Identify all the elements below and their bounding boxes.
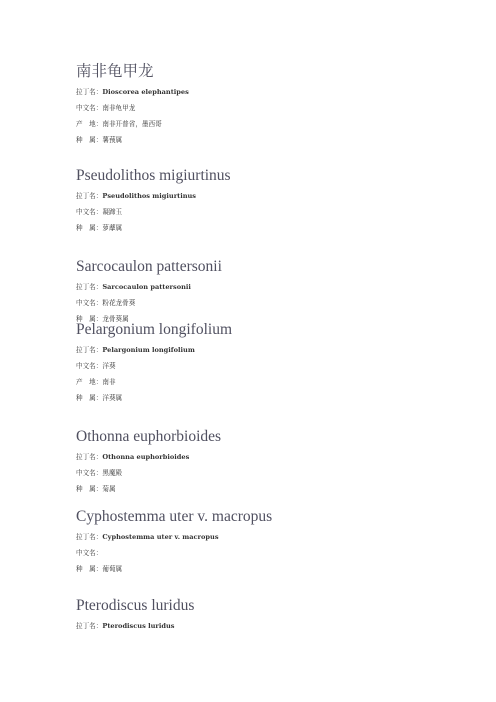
field-label: 拉丁名： [76, 533, 103, 541]
field-genus [76, 481, 476, 497]
field-value: 洋葵属 [102, 394, 123, 402]
field-label: 拉丁名： [76, 453, 103, 461]
field-value: Pterodiscus luridus [102, 622, 175, 630]
plant-entry [76, 508, 476, 577]
field-value: 南非龟甲龙 [102, 104, 136, 112]
field-chinese-name [76, 204, 476, 220]
plant-entry [76, 428, 476, 497]
field-value: 南非开普省，墨西哥 [102, 120, 162, 128]
entry-title: Pseudolithos migiurtinus [76, 167, 231, 184]
plant-entry [76, 63, 476, 148]
field-value: 凝蹄玉 [102, 208, 123, 216]
field-label: 种 属： [76, 565, 103, 573]
field-label: 中文名： [76, 208, 103, 216]
field-label: 拉丁名： [76, 346, 103, 354]
entry-title: Pterodiscus luridus [76, 597, 195, 614]
field-label: 种 属： [76, 394, 103, 402]
field-value: 萝藦属 [102, 224, 123, 232]
field-value: 菊属 [102, 485, 116, 493]
field-value: 龙骨葵属 [102, 315, 129, 323]
field-genus [76, 561, 476, 577]
field-value: Sarcocaulon pattersonii [102, 283, 191, 291]
field-value: 粉花龙骨葵 [102, 299, 136, 307]
field-label: 中文名： [76, 549, 103, 557]
field-value: Pelargonium longifolium [102, 346, 195, 354]
field-latin-name [76, 188, 476, 204]
field-latin-name [76, 618, 476, 634]
field-origin [76, 116, 476, 132]
field-label: 中文名： [76, 299, 103, 307]
field-genus [76, 390, 476, 406]
field-label: 产 地： [76, 378, 103, 386]
field-latin-name [76, 342, 476, 358]
field-chinese-name [76, 295, 476, 311]
entry-title: Sarcocaulon pattersonii [76, 258, 222, 275]
field-label: 种 属： [76, 485, 103, 493]
field-origin [76, 374, 476, 390]
plant-entry [76, 321, 476, 406]
field-latin-name [76, 529, 476, 545]
entry-title: Cyphostemma uter v. macropus [76, 508, 273, 525]
field-latin-name [76, 279, 476, 295]
field-label: 拉丁名： [76, 622, 103, 630]
entry-title: 南非龟甲龙 [76, 63, 154, 80]
field-chinese-name [76, 465, 476, 481]
field-label: 中文名： [76, 362, 103, 370]
field-chinese-name [76, 545, 476, 561]
plant-entry [76, 597, 476, 634]
field-value: 洋葵 [102, 362, 116, 370]
field-value: Othonna euphorbioides [102, 453, 190, 461]
field-genus [76, 132, 476, 148]
field-label: 种 属： [76, 315, 103, 323]
entry-title: Pelargonium longifolium [76, 321, 232, 338]
field-value: Dioscorea elephantipes [102, 88, 189, 96]
field-value: 薯蓣属 [102, 136, 123, 144]
field-value: 葡萄属 [102, 565, 123, 573]
field-value: 黑魔殿 [102, 469, 123, 477]
field-chinese-name [76, 358, 476, 374]
field-latin-name [76, 449, 476, 465]
field-label: 拉丁名： [76, 192, 103, 200]
field-label: 拉丁名： [76, 88, 103, 96]
field-value: 南非 [102, 378, 116, 386]
field-label: 产 地： [76, 120, 103, 128]
field-label: 种 属： [76, 136, 103, 144]
field-value: Pseudolithos migiurtinus [102, 192, 197, 200]
field-value: Cyphostemma uter v. macropus [102, 533, 219, 541]
field-label: 中文名： [76, 469, 103, 477]
field-latin-name [76, 84, 476, 100]
field-chinese-name [76, 100, 476, 116]
field-label: 拉丁名： [76, 283, 103, 291]
field-label: 中文名： [76, 104, 103, 112]
plant-entry [76, 258, 476, 327]
plant-entry [76, 167, 476, 236]
field-genus [76, 220, 476, 236]
field-label: 种 属： [76, 224, 103, 232]
entry-title: Othonna euphorbioides [76, 428, 222, 445]
